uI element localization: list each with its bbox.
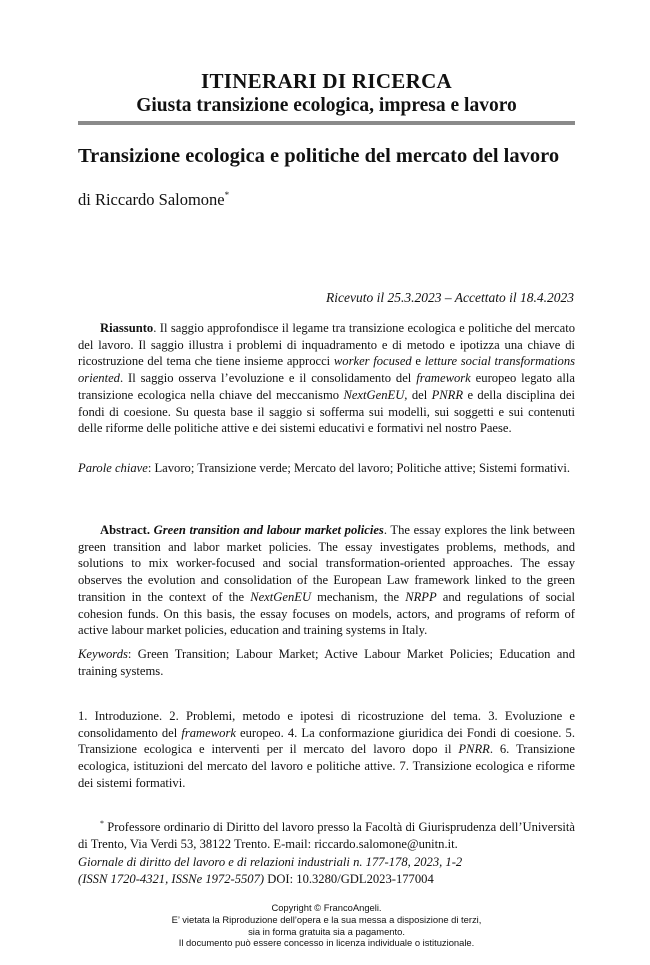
abstract-label: Abstract.: [100, 523, 151, 537]
series-subtitle: Giusta transizione ecologica, impresa e lavoro: [136, 95, 517, 116]
toc-text: . 6. Transizione ecologica, istituzioni del mercato del lavoro e politiche attive. 7. Transizione ecologica e riforme dei sistemi formativi.: [78, 742, 576, 790]
header-rule: [78, 121, 575, 125]
parole-chiave-section: [78, 460, 575, 477]
keywords-text: : Green Transition; Labour Market; Active Labour Market Policies; Education and training systems.: [78, 647, 575, 678]
riassunto-text: , del: [404, 387, 432, 402]
riassunto-italic: NextGenEU: [343, 387, 405, 402]
copyright-line-2: E’ vietata la Riproduzione dell’opera e la sua messa a disposizione di terzi,: [171, 913, 482, 925]
copyright-notice: [78, 902, 575, 949]
parole-chiave-text: : Lavoro; Transizione verde; Mercato del lavoro; Politiche attive; Sistemi formativi.: [147, 461, 570, 475]
abstract-title: Green transition and labour market policies: [153, 523, 384, 537]
copyright-line-1: Copyright © FrancoAngeli.: [271, 902, 382, 913]
author-footnote-mark: *: [224, 190, 230, 200]
toc-text: 1. Introduzione. 2. Problemi, metodo e ipotesi di ricostruzione del tema. 3. Evoluzione e consolidamento del: [78, 709, 575, 740]
abstract-text: . The essay explores the link between green transition and labor market policies. The essay investigates problems, methods, and solutions to mix worker-focused and social transformation-oriented approaches. The essay observes the evolution and consolidation of the European Law framework linked to the green transition in the context of the: [78, 523, 576, 604]
riassunto-section: [78, 320, 575, 437]
series-header: [78, 68, 575, 118]
parole-chiave-label: Parole chiave: [78, 461, 148, 475]
journal-line-1: Giornale di diritto del lavoro e di relazioni industriali n. 177-178, 2023, 1-2: [78, 855, 463, 869]
keywords-section: [78, 646, 575, 679]
abstract-section: [78, 522, 575, 639]
journal-issn: (ISSN 1720-4321, ISSNe 1972-5507): [78, 871, 265, 886]
riassunto-italic: worker focused: [333, 354, 412, 369]
riassunto-italic: framework: [416, 371, 471, 386]
author-name: di Riccardo Salomone: [78, 190, 225, 209]
riassunto-text: e: [411, 354, 425, 369]
riassunto-text: . Il saggio osserva l’evoluzione e il consolidamento del: [119, 371, 417, 386]
journal-citation: [78, 854, 575, 887]
riassunto-text: e della disciplina dei fondi di coesione. Su questa base il saggio si sofferma sui modelli, sui soggetti e sui contenuti delle riforme delle politiche attive e dei sistemi educativi e formativi nel nostro Paese.: [78, 387, 575, 436]
author-footnote: [78, 816, 575, 852]
toc-italic: framework: [181, 725, 236, 740]
article-title: Transizione ecologica e politiche del mercato del lavoro: [78, 145, 560, 167]
journal-doi: DOI: 10.3280/GDL2023-177004: [264, 871, 434, 886]
toc-italic: PNRR: [458, 742, 490, 757]
abstract-italic: NextGenEU: [250, 589, 312, 604]
abstract-text: mechanism, the: [311, 589, 406, 604]
series-title: ITINERARI DI RICERCA: [200, 69, 453, 93]
riassunto-text: . Il saggio approfondisce il legame tra transizione ecologica e politiche del mercato del lavoro. Il saggio illustra i problemi di inquadramento e di metodo e ipotizza una chiave di ricostruzione del tema che tiene insieme approcci: [78, 321, 575, 369]
footnote-mark: *: [100, 819, 104, 828]
footnote-text: Professore ordinario di Diritto del lavoro presso la Facoltà di Giurisprudenza dell’Università di Trento, Via Verdi 53, 38122 Trento. E-mail: riccardo.salomone@unitn.it.: [78, 820, 575, 851]
riassunto-italic: PNRR: [431, 387, 464, 402]
received-accepted-dates: Ricevuto il 25.3.2023 – Accettato il 18.4.2023: [326, 290, 574, 305]
copyright-line-4: Il documento può essere concesso in licenza individuale o istituzionale.: [178, 937, 475, 949]
riassunto-italic: letture social transformations oriented: [78, 354, 576, 386]
abstract-text: and regulations of social cohesion funds. On this basis, the essay focuses on models, actors, and programs of reform of active labour market policies, education and training systems in Italy.: [78, 589, 575, 638]
abstract-italic: NRPP: [405, 589, 437, 604]
table-of-contents: [78, 708, 575, 792]
copyright-line-3: sia in forma gratuita sia a pagamento.: [248, 925, 405, 937]
keywords-label: Keywords: [78, 647, 128, 661]
author-line: [78, 190, 229, 210]
riassunto-text: europeo legato alla transizione ecologica nella chiave del meccanismo: [78, 371, 575, 402]
toc-text: europeo. 4. La conformazione giuridica dei Fondi di coesione. 5. Transizione ecologica e interventi per il mercato del lavoro dopo il: [78, 725, 575, 757]
riassunto-label: Riassunto: [100, 321, 154, 335]
